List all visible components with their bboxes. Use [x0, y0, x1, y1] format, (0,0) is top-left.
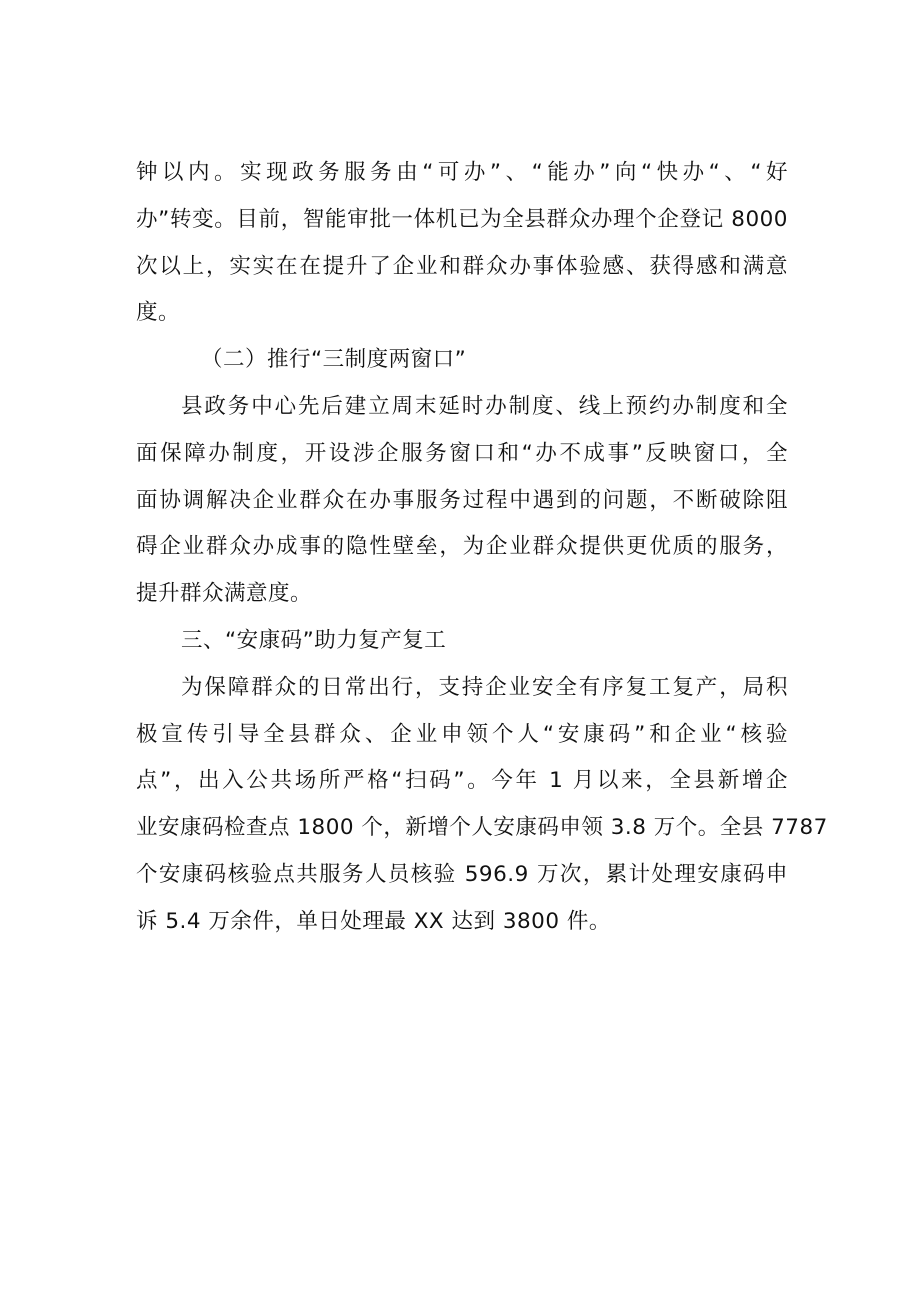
- section-heading-3: 三、“安康码”助力复产复工: [181, 627, 447, 653]
- text-line: 诉 5.4 万余件，单日处理最 XX 达到 3800 件。: [136, 908, 611, 934]
- text-line: 面协调解决企业群众在办事服务过程中遇到的问题，不断破除阻: [136, 487, 788, 513]
- paragraph-ankang-code: [136, 665, 828, 946]
- text-line: 为保障群众的日常出行，支持企业安全有序复工复产，局积: [181, 674, 788, 700]
- text-line: 度。: [136, 300, 181, 326]
- text-line: 次以上，实实在在提升了企业和群众办事体验感、获得感和满意: [136, 253, 788, 279]
- text-line: 提升群众满意度。: [136, 581, 313, 607]
- section-heading-2: （二）推行“三制度两窗口”: [201, 347, 467, 373]
- text-line: 极宣传引导全县群众、企业申领个人“安康码”和企业“核验: [136, 721, 788, 747]
- text-line: 县政务中心先后建立周末延时办制度、线上预约办制度和全: [181, 393, 788, 419]
- text-line: 点”，出入公共场所严格“扫码”。今年 1 月以来，全县新增企: [136, 768, 788, 794]
- text-line: 办”转变。目前，智能审批一体机已为全县群众办理个企登记 8000: [136, 206, 788, 232]
- paragraph-three-systems-two-windows: [136, 384, 788, 618]
- text-line: 钟以内。实现政务服务由“可办”、“能办”向“快办“、“好: [136, 160, 788, 185]
- document-body: [136, 150, 828, 946]
- text-line: 面保障办制度，开设涉企服务窗口和“办不成事”反映窗口，全: [136, 440, 788, 466]
- text-line: 碍企业群众办成事的隐性壁垒，为企业群众提供更优质的服务，: [136, 534, 788, 560]
- text-line: 个安康码核验点共服务人员核验 596.9 万次，累计处理安康码申: [136, 861, 788, 887]
- text-line: 业安康码检查点 1800 个，新增个人安康码申领 3.8 万个。全县 7787: [136, 815, 828, 841]
- paragraph-service-transformation: [136, 150, 788, 337]
